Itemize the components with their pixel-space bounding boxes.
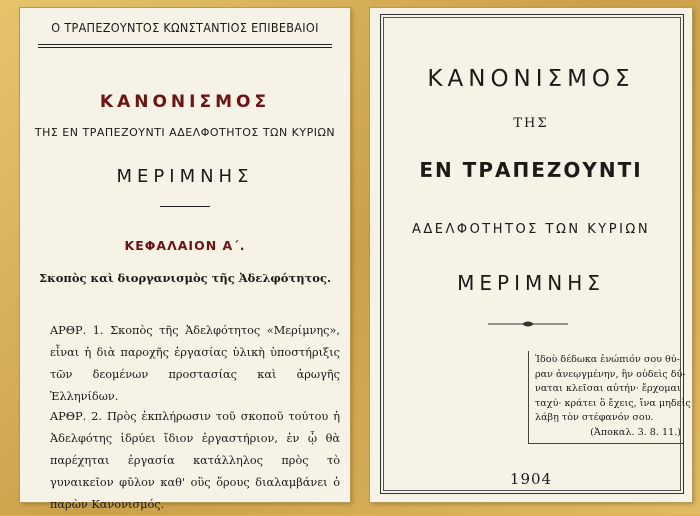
header-rule-thin bbox=[38, 47, 332, 48]
right-page bbox=[370, 8, 692, 502]
cover-year: 1904 bbox=[509, 470, 553, 488]
left-page bbox=[20, 8, 350, 511]
quote-line: ναται κλεῖσαι αὐτήν· ἔρχομαι bbox=[535, 383, 681, 394]
article-2: ΑΡΘΡ. 2. Πρὸς ἐκπλήρωσιν τοῦ σκοποῦ τούτου ἡ Ἀδελφότης ἱδρύει ἴδιον ἐργαστήριον, ἐν ᾧ θὰ παρέχηται ἐργασία κατάλληλος πρὸς τὸ γυναικεῖον φῦλον καθ' οὓς ὅρους διαλαμβάνει ὁ παρὼν Κανονισμός. bbox=[50, 410, 340, 511]
cover-merimnis: ΜΕΡΙΜΝΗΣ bbox=[457, 271, 605, 295]
quote-line: λάβῃ τὸν στέφανόν σου. bbox=[535, 412, 654, 423]
scripture-quote bbox=[528, 351, 691, 444]
cover-brotherhood: ΑΔΕΛΦΟΤΗΤΟΣ ΤΩΝ ΚΥΡΙΩΝ bbox=[411, 222, 651, 237]
short-rule bbox=[160, 206, 210, 207]
left-header: Ο ΤΡΑΠΕΖΟΥΝΤΟΣ ΚΩΝΣΤΑΝΤΙΟΣ ΕΠΙΒΕΒΑΙΟΙ bbox=[51, 20, 319, 35]
quote-reference: (Ἀποκαλ. 3. 8. 11.) bbox=[590, 426, 681, 438]
chapter-heading: ΚΕΦΑΛΑΙΟΝ Α΄. bbox=[124, 238, 246, 253]
left-merimnis: ΜΕΡΙΜΝΗΣ bbox=[116, 166, 254, 187]
quote-line: ραν ἀνεῳγμένην, ἣν οὐδεὶς δύ- bbox=[535, 368, 686, 380]
ornament-divider bbox=[488, 319, 568, 329]
cover-tis: ΤΗΣ bbox=[513, 116, 549, 131]
left-subtitle: ΤΗΣ ΕΝ ΤΡΑΠΕΖΟΥΝΤΙ ΑΔΕΛΦΟΤΗΤΟΣ ΤΩΝ ΚΥΡΙΩΝ bbox=[34, 126, 336, 139]
quote-line: ταχύ· κράτει ὃ ἔχεις, ἵνα μηδεὶς bbox=[535, 397, 691, 409]
header-rule bbox=[38, 44, 332, 45]
quote-line: Ἰδοὺ δέδωκα ἐνώπιόν σου θύ- bbox=[535, 354, 680, 365]
cover-title: ΚΑΝΟΝΙΣΜΟΣ bbox=[427, 66, 635, 92]
article-1: ΑΡΘΡ. 1. Σκοπὸς τῆς Ἀδελφότητος «Μερίμνης», εἶναι ἡ διὰ παροχῆς ἐργασίας ὑλικὴ ὑποστήριξις τῶν δεομένων προστασίας καὶ ἀρωγῆς Ἑλληνίδων. bbox=[50, 324, 340, 403]
purpose-heading: Σκοπὸς καὶ διοργανισμὸς τῆς Ἀδελφότητος. bbox=[38, 271, 331, 285]
cover-city: ΕΝ ΤΡΑΠΕΖΟΥΝΤΙ bbox=[419, 158, 643, 182]
left-title: ΚΑΝΟΝΙΣΜΟΣ bbox=[99, 92, 271, 112]
